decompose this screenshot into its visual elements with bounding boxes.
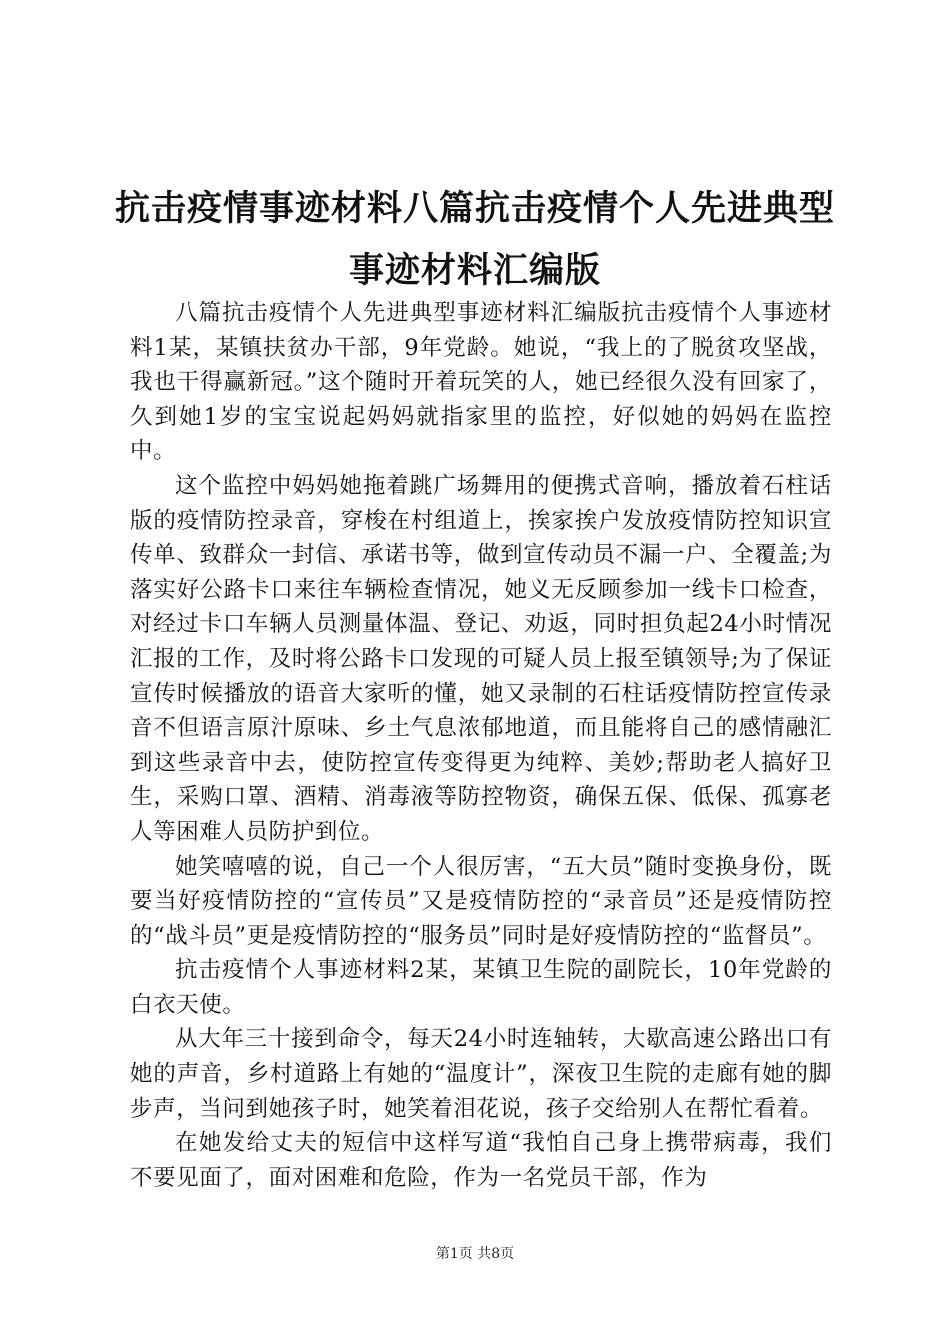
body-paragraph: 她笑嘻嘻的说，自己一个人很厉害，“五大员”随时变换身份，既要当好疫情防控的“宣传员”又是疫情防控的“录音员”还是疫情防控的“战斗员”更是疫情防控的“服务员”同时是好疫情防控的“监督员”。 (130, 853, 832, 949)
body-paragraph: 从大年三十接到命令，每天24小时连轴转，大歇高速公路出口有她的声音，乡村道路上有她的“温度计”，深夜卫生院的走廊有她的脚步声，当问到她孩子时，她笑着泪花说，孩子交给别人在帮忙看着。 (130, 1026, 832, 1122)
document-title: 抗击疫情事迹材料八篇抗击疫情个人先进典型事迹材料汇编版 (114, 189, 835, 291)
body-paragraph: 在她发给丈夫的短信中这样写道“我怕自己身上携带病毒，我们不要见面了，面对困难和危险，作为一名党员干部，作为 (130, 1130, 832, 1191)
page-footer: 第1页 共8页 (435, 1246, 515, 1262)
body-paragraph: 这个监控中妈妈她拖着跳广场舞用的便携式音响，播放着石柱话版的疫情防控录音，穿梭在村组道上，挨家挨户发放疫情防控知识宣传单、致群众一封信、承诺书等，做到宣传动员不漏一户、全覆盖;为落实好公路卡口来往车辆检查情况，她义无反顾参加一线卡口检查，对经过卡口车辆人员测量体温、登记、劝返，同时担负起24小时情况汇报的工作，及时将公路卡口发现的可疑人员上报至镇领导;为了保证宣传时候播放的语音大家听的懂，她又录制的石柱话疫情防控宣传录音不但语言原汁原味、乡土气息浓郁地道，而且能将自己的感情融汇到这些录音中去，使防控宣传变得更为纯粹、美妙;帮助老人搞好卫生，采购口罩、酒精、消毒液等防控物资，确保五保、低保、孤寡老人等困难人员防护到位。 (130, 472, 832, 845)
document-body (130, 296, 832, 1195)
body-paragraph: 抗击疫情个人事迹材料2某，某镇卫生院的副院长，10年党龄的白衣天使。 (130, 957, 832, 1018)
body-paragraph: 八篇抗击疫情个人先进典型事迹材料汇编版抗击疫情个人事迹材料1某，某镇扶贫办干部，9年党龄。她说，“我上的了脱贫攻坚战，我也干得赢新冠。”这个随时开着玩笑的人，她已经很久没有回家了，久到她1岁的宝宝说起妈妈就指家里的监控，好似她的妈妈在监控中。 (130, 300, 832, 465)
